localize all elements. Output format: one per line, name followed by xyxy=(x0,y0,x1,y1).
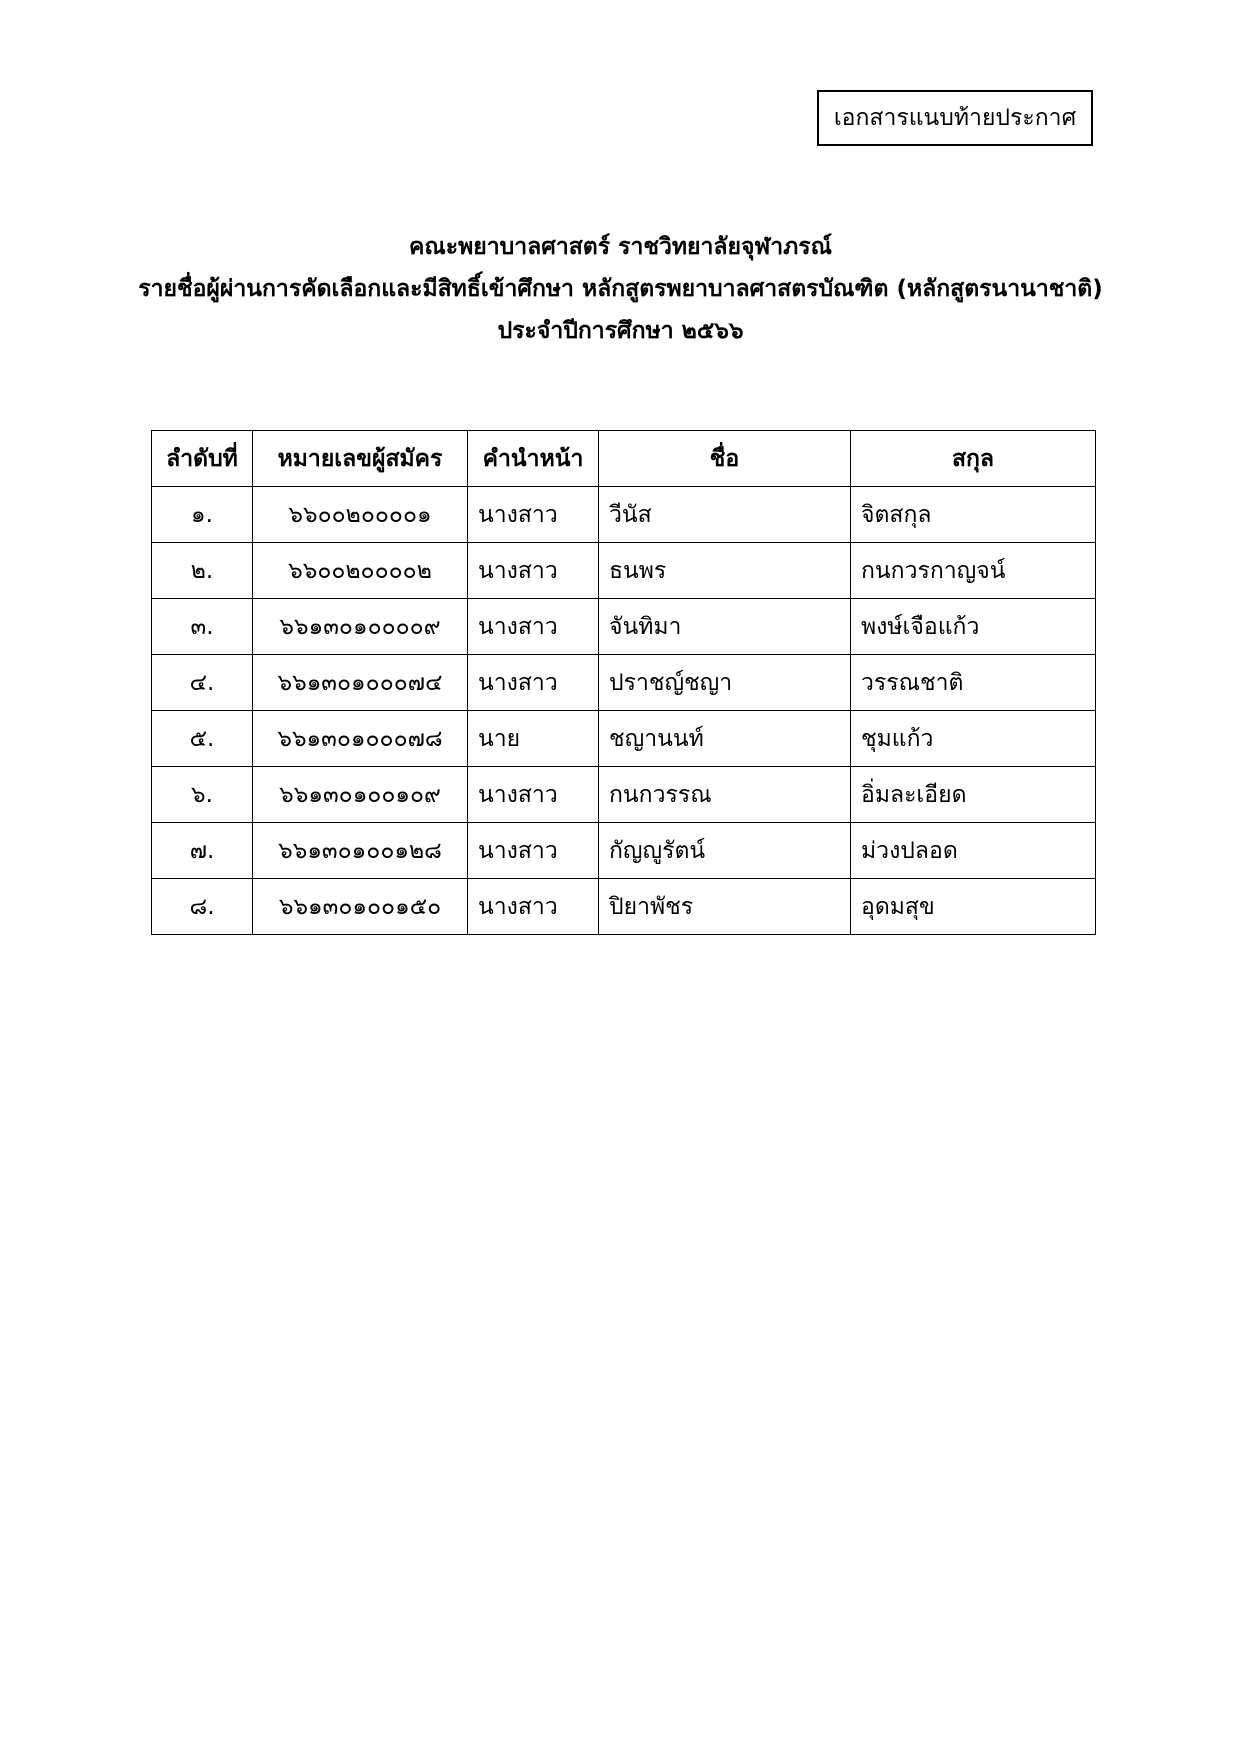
cell-first-name: จันทิมา xyxy=(599,599,851,655)
table-row xyxy=(152,767,1096,823)
cell-last-name: อิ่มละเอียด xyxy=(851,767,1096,823)
cell-title: นางสาว xyxy=(468,543,599,599)
document-heading xyxy=(0,226,1241,352)
cell-applicant-id: ๖๖๐๐๒๐๐๐๐๑ xyxy=(253,487,468,543)
table-row xyxy=(152,543,1096,599)
cell-first-name: วีนัส xyxy=(599,487,851,543)
table-row xyxy=(152,711,1096,767)
cell-title: นางสาว xyxy=(468,879,599,935)
cell-last-name: อุดมสุข xyxy=(851,879,1096,935)
cell-last-name: ม่วงปลอด xyxy=(851,823,1096,879)
cell-first-name: ปราชญ์ชญา xyxy=(599,655,851,711)
cell-no: ๖. xyxy=(152,767,253,823)
cell-last-name: พงษ์เจือแก้ว xyxy=(851,599,1096,655)
header-first-name: ชื่อ xyxy=(599,431,851,487)
heading-academic-year: ประจำปีการศึกษา ๒๕๖๖ xyxy=(497,318,744,344)
cell-applicant-id: ๖๖๑๓๐๑๐๐๐๐๙ xyxy=(253,599,468,655)
table-row xyxy=(152,823,1096,879)
cell-no: ๘. xyxy=(152,879,253,935)
cell-no: ๔. xyxy=(152,655,253,711)
cell-no: ๑. xyxy=(152,487,253,543)
header-applicant-id: หมายเลขผู้สมัคร xyxy=(253,431,468,487)
table-row xyxy=(152,599,1096,655)
cell-first-name: กัญญูรัตน์ xyxy=(599,823,851,879)
cell-applicant-id: ๖๖๑๓๐๑๐๐๐๗๘ xyxy=(253,711,468,767)
cell-applicant-id: ๖๖๑๓๐๑๐๐๑๐๙ xyxy=(253,767,468,823)
heading-list-title: รายชื่อผู้ผ่านการคัดเลือกและมีสิทธิ์เข้าศึกษา หลักสูตรพยาบาลศาสตรบัณฑิต (หลักสูตรนานาชาติ) xyxy=(138,276,1103,302)
cell-last-name: กนกวรกาญจน์ xyxy=(851,543,1096,599)
table-row xyxy=(152,879,1096,935)
table-header-row xyxy=(152,431,1096,487)
cell-title: นางสาว xyxy=(468,823,599,879)
cell-applicant-id: ๖๖๑๓๐๑๐๐๑๒๘ xyxy=(253,823,468,879)
cell-applicant-id: ๖๖๐๐๒๐๐๐๐๒ xyxy=(253,543,468,599)
cell-last-name: ชุมแก้ว xyxy=(851,711,1096,767)
attachment-label: เอกสารแนบท้ายประกาศ xyxy=(833,105,1077,131)
cell-first-name: ชญานนท์ xyxy=(599,711,851,767)
heading-faculty: คณะพยาบาลศาสตร์ ราชวิทยาลัยจุฬาภรณ์ xyxy=(409,234,832,260)
cell-first-name: กนกวรรณ xyxy=(599,767,851,823)
cell-last-name: จิตสกุล xyxy=(851,487,1096,543)
header-last-name: สกุล xyxy=(851,431,1096,487)
cell-first-name: ปิยาพัชร xyxy=(599,879,851,935)
cell-first-name: ธนพร xyxy=(599,543,851,599)
cell-title: นางสาว xyxy=(468,599,599,655)
header-title: คำนำหน้า xyxy=(468,431,599,487)
cell-title: นาย xyxy=(468,711,599,767)
table-row xyxy=(152,487,1096,543)
table-row xyxy=(152,655,1096,711)
cell-no: ๕. xyxy=(152,711,253,767)
header-no: ลำดับที่ xyxy=(152,431,253,487)
cell-no: ๓. xyxy=(152,599,253,655)
cell-last-name: วรรณชาติ xyxy=(851,655,1096,711)
attachment-label-box xyxy=(817,90,1093,146)
cell-no: ๒. xyxy=(152,543,253,599)
cell-title: นางสาว xyxy=(468,655,599,711)
cell-applicant-id: ๖๖๑๓๐๑๐๐๑๕๐ xyxy=(253,879,468,935)
admitted-students-table xyxy=(151,430,1096,935)
cell-title: นางสาว xyxy=(468,487,599,543)
cell-title: นางสาว xyxy=(468,767,599,823)
cell-applicant-id: ๖๖๑๓๐๑๐๐๐๗๔ xyxy=(253,655,468,711)
cell-no: ๗. xyxy=(152,823,253,879)
